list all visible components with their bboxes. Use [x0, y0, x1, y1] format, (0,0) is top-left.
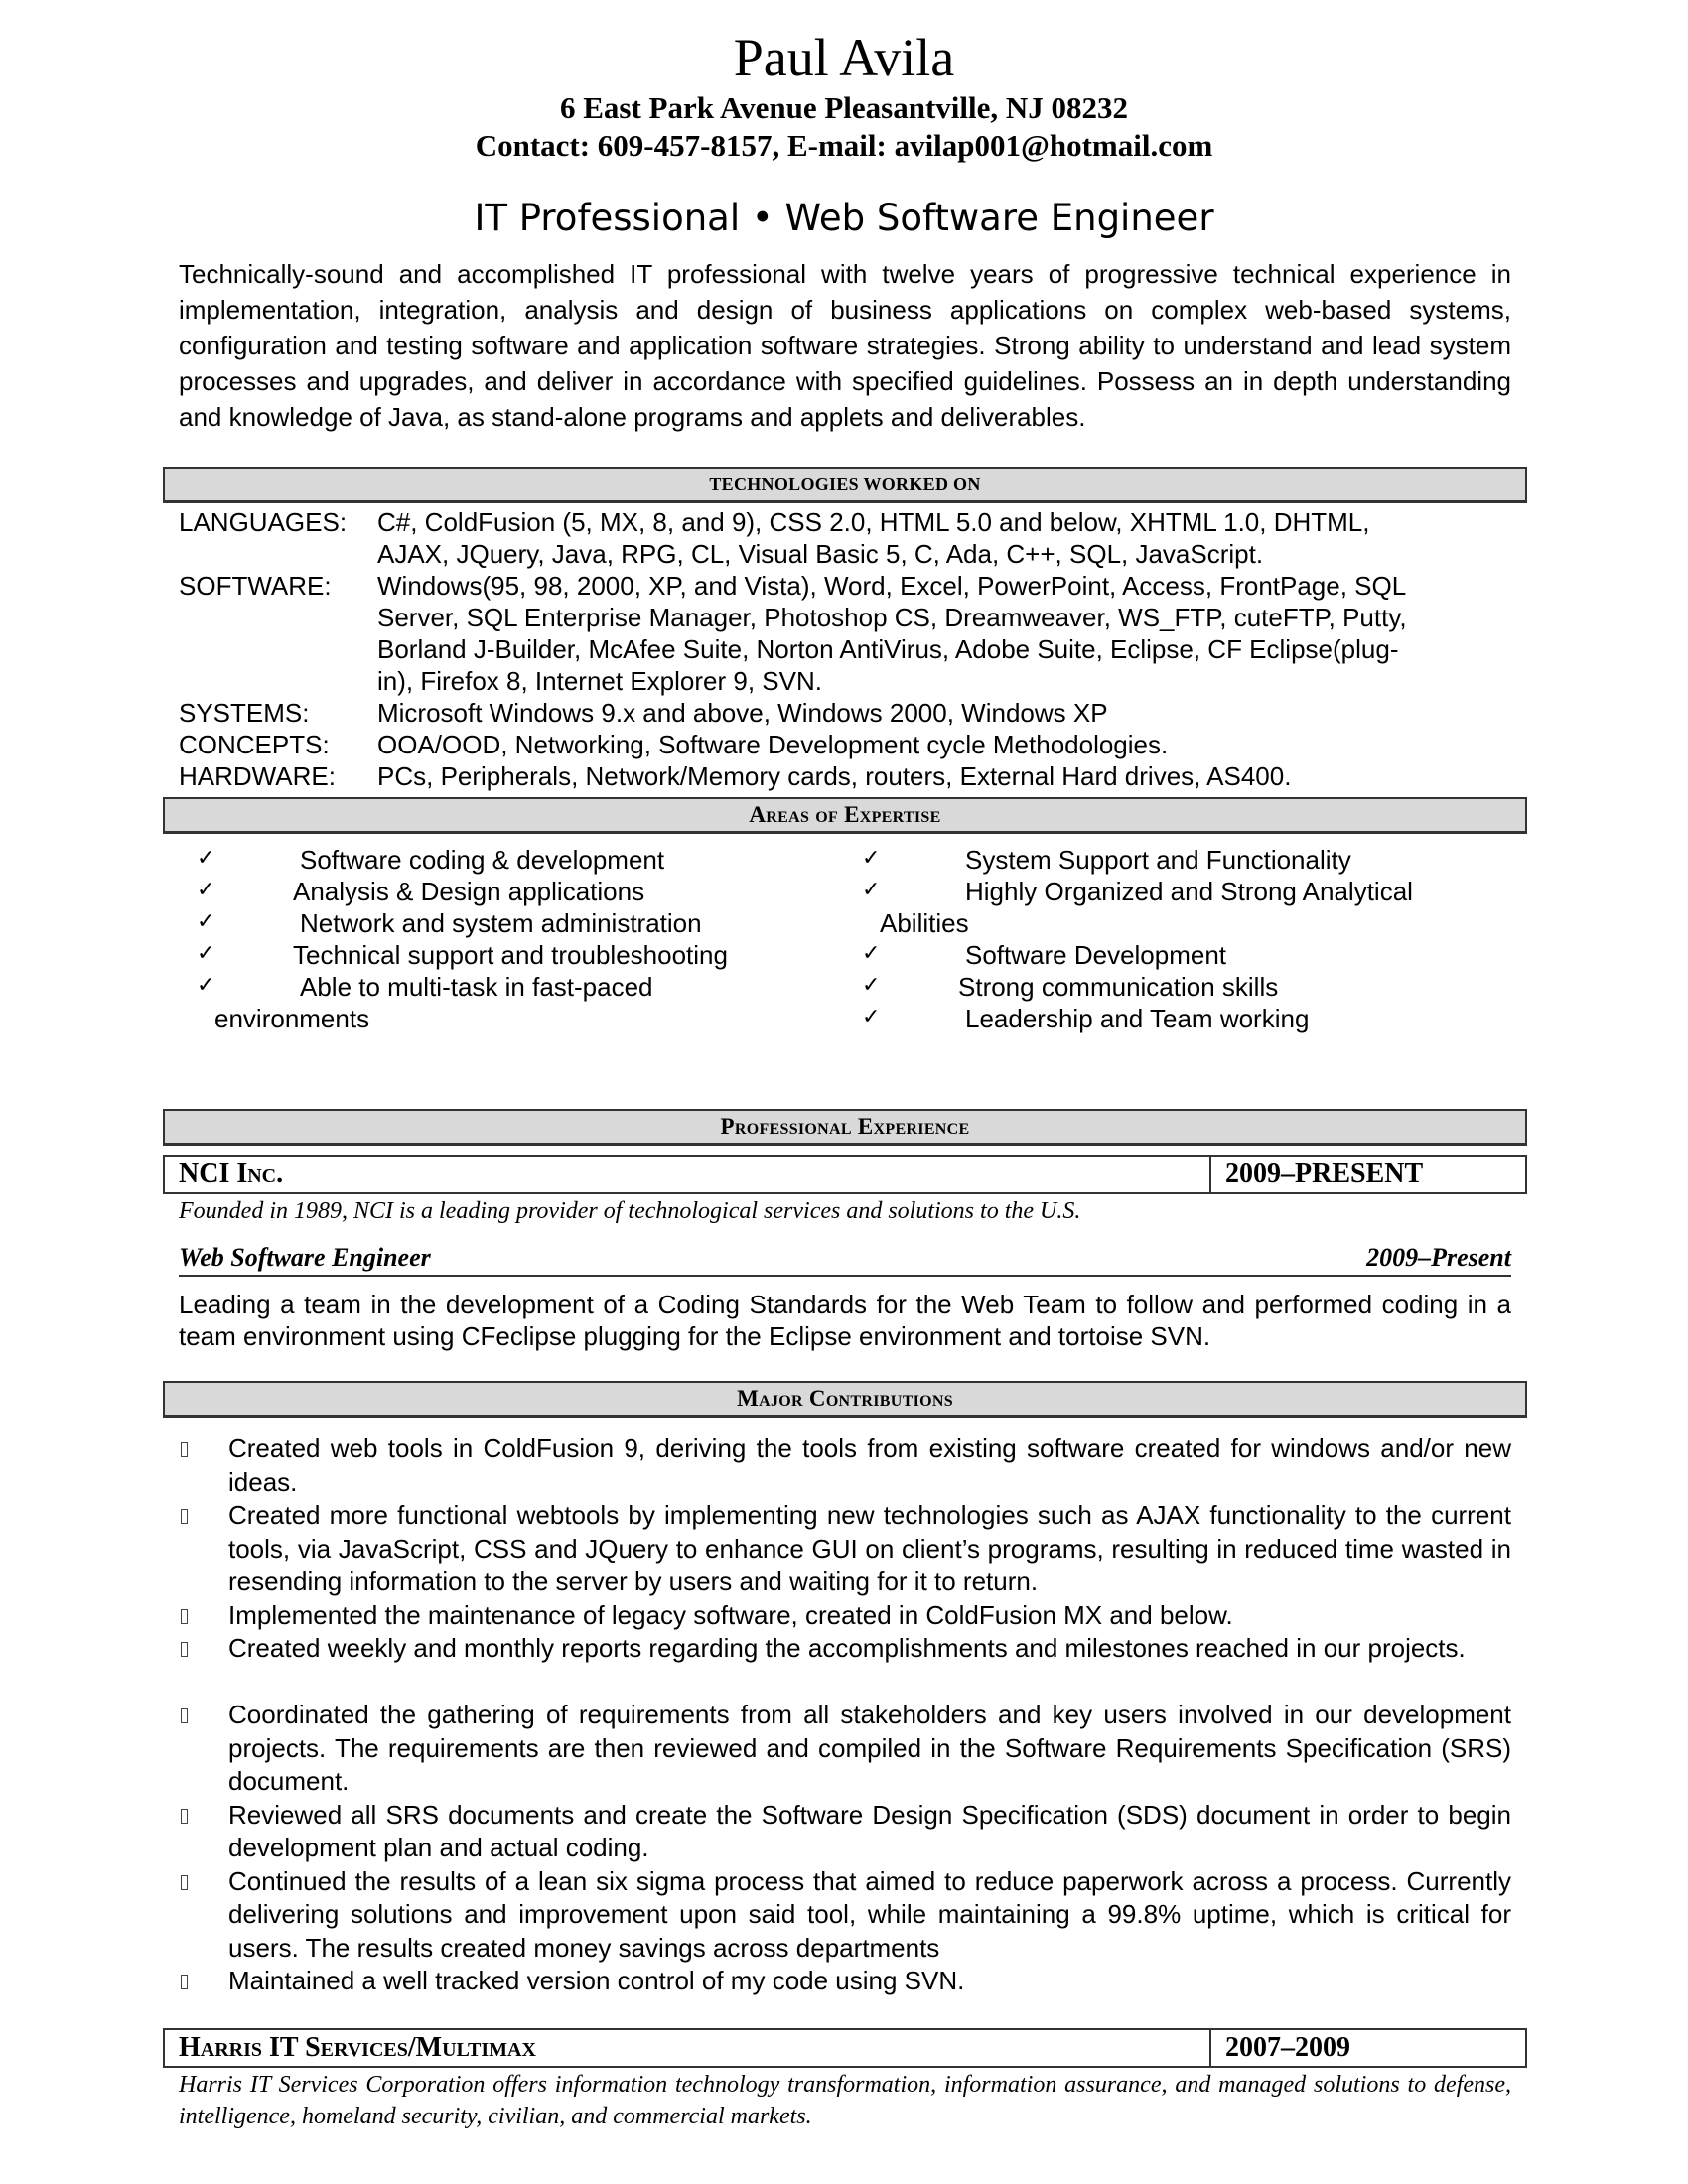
check-icon: ✓: [862, 846, 881, 871]
check-icon: ✓: [862, 878, 881, 902]
expertise-item: Highly Organized and Strong Analytical: [965, 877, 1413, 906]
tech-value-line: Borland J-Builder, McAfee Suite, Norton AntiVirus, Adobe Suite, Eclipse, CF Eclipse(plug-: [377, 634, 1399, 664]
check-icon: ✓: [862, 1005, 881, 1029]
section-title: Professional Experience: [720, 1114, 970, 1139]
check-icon: ✓: [862, 941, 881, 966]
company-name: Harris IT Services/Multimax: [179, 2032, 536, 2063]
tech-value-line: Windows(95, 98, 2000, XP, and Vista), Word, Excel, PowerPoint, Access, FrontPage, SQL: [377, 571, 1407, 601]
tech-value-line: C#, ColdFusion (5, MX, 8, and 9), CSS 2.0, HTML 5.0 and below, XHTML 1.0, DHTML,: [377, 507, 1370, 537]
section-header-technologies: [163, 467, 1527, 503]
expertise-item: Able to multi-task in fast-paced: [300, 972, 653, 1002]
role-row: [179, 1241, 1511, 1277]
professional-title: IT Professional • Web Software Engineer: [474, 197, 1214, 239]
company-row: [163, 2028, 1527, 2068]
expertise-item-continuation: environments: [214, 1004, 370, 1033]
tech-row: [179, 697, 1519, 729]
expertise-item: Network and system administration: [300, 908, 702, 938]
tech-value: [377, 697, 1509, 729]
expertise-item: Strong communication skills: [958, 972, 1279, 1002]
expertise-item: Leadership and Team working: [965, 1004, 1310, 1033]
candidate-name: Paul Avila: [733, 28, 955, 87]
expertise-item-continuation: Abilities: [880, 908, 969, 938]
check-icon: ✓: [862, 973, 881, 998]
section-header-experience: [163, 1109, 1527, 1146]
bullet-icon: [181, 1708, 188, 1723]
bullet-icon: [181, 1442, 188, 1457]
tech-value-line: PCs, Peripherals, Network/Memory cards, routers, External Hard drives, AS400.: [377, 761, 1292, 791]
tech-value-line: Microsoft Windows 9.x and above, Windows 2000, Windows XP: [377, 698, 1108, 728]
check-icon: ✓: [197, 941, 215, 966]
tech-value-line: AJAX, JQuery, Java, RPG, CL, Visual Basic 5, C, Ada, C++, SQL, JavaScript.: [377, 539, 1264, 569]
contribution-text: Created more functional webtools by implementing new technologies such as AJAX functionality to the current tools, via JavaScript, CSS and JQuery to enhance GUI on client’s programs, resulting in reduced time wasted in resending information to the server by users and waiting for it to return.: [228, 1500, 1511, 1596]
expertise-item: Analysis & Design applications: [293, 877, 645, 906]
tech-row: [179, 570, 1519, 697]
section-header-expertise: [163, 797, 1527, 834]
company-name: NCI Inc.: [179, 1159, 284, 1189]
expertise-item: System Support and Functionality: [965, 845, 1351, 875]
contribution-text: Implemented the maintenance of legacy software, created in ColdFusion MX and below.: [228, 1599, 1233, 1630]
tech-row: [179, 506, 1519, 570]
contribution-text: Coordinated the gathering of requirements from all stakeholders and key users involved in our development projects. The requirements are then reviewed and compiled in the Software Requirements Specification (SRS) document.: [228, 1700, 1511, 1796]
role-description: Leading a team in the development of a Coding Standards for the Web Team to follow and performed coding in a team environment using CFeclipse plugging for the Eclipse environment and tortoise SVN.: [179, 1290, 1511, 1351]
contribution-item: [179, 1632, 1511, 1699]
contribution-item: [179, 1799, 1511, 1865]
section-title: TECHNOLOGIES WORKED ON: [709, 475, 981, 494]
section-title: Areas of Expertise: [749, 802, 941, 827]
column-divider: [1209, 1157, 1211, 1192]
contribution-text: Maintained a well tracked version control of my code using SVN.: [228, 1966, 965, 1995]
tech-label: SOFTWARE:: [179, 571, 332, 601]
check-icon: ✓: [197, 909, 215, 934]
company-dates: 2009–PRESENT: [1225, 1159, 1424, 1189]
contribution-item: [179, 1499, 1511, 1599]
contribution-item: [179, 1699, 1511, 1799]
contribution-item: [179, 1865, 1511, 1966]
company-description: Founded in 1989, NCI is a leading provider of technological services and solutions to the U.S.: [179, 1198, 1081, 1224]
contribution-item: [179, 1433, 1511, 1499]
role-dates: 2009–Present: [1366, 1243, 1511, 1272]
tech-value-line: OOA/OOD, Networking, Software Development cycle Methodologies.: [377, 730, 1169, 759]
bullet-icon: [181, 1509, 188, 1524]
role-title: Web Software Engineer: [179, 1243, 431, 1272]
contact-info: Contact: 609-457-8157, E-mail: avilap001@hotmail.com: [475, 128, 1213, 163]
bullet-icon: [181, 1875, 188, 1890]
check-icon: ✓: [197, 973, 215, 998]
address: 6 East Park Avenue Pleasantville, NJ 08232: [559, 90, 1129, 125]
expertise-item: Software coding & development: [300, 845, 665, 875]
summary-paragraph: Technically-sound and accomplished IT professional with twelve years of progressive technical experience in implementation, integration, analysis and design of business applications on complex web-based systems, configuration and testing software and application software strategies. Strong ability to understand and lead system processes and upgrades, and deliver in accordance with specified guidelines. Possess an in depth understanding and knowledge of Java, as stand-alone programs and applets and deliverables.: [179, 259, 1511, 432]
contribution-text: Reviewed all SRS documents and create the Software Design Specification (SDS) document in order to begin development plan and actual coding.: [228, 1799, 1511, 1862]
section-header-contributions: [163, 1381, 1527, 1418]
contribution-text: Continued the results of a lean six sigma process that aimed to reduce paperwork across a process. Currently delivering solutions and improvement upon said tool, while maintaining a 99.8% uptime, which is critical for users. The results created money savings across departments: [228, 1865, 1511, 1963]
contribution-text: Created weekly and monthly reports regarding the accomplishments and milestones reached in our projects.: [228, 1633, 1466, 1663]
tech-value: [377, 760, 1509, 792]
tech-value: [377, 729, 1509, 760]
company-description: Harris IT Services Corporation offers information technology transformation, information assurance, and managed solutions to defense, intelligence, homeland security, civilian, and commercial markets.: [179, 2072, 1511, 2129]
bullet-icon: [181, 1809, 188, 1824]
contribution-item: [179, 1965, 1511, 1998]
column-divider: [1209, 2030, 1211, 2066]
check-icon: ✓: [197, 878, 215, 902]
section-title: Major Contributions: [737, 1386, 953, 1411]
contribution-text: Created web tools in ColdFusion 9, deriving the tools from existing software created for windows and/or new ideas.: [228, 1433, 1511, 1497]
bullet-icon: [181, 1609, 188, 1624]
expertise-item: Technical support and troubleshooting: [293, 940, 728, 970]
tech-value-line: Server, SQL Enterprise Manager, Photoshop CS, Dreamweaver, WS_FTP, cuteFTP, Putty,: [377, 603, 1407, 632]
bullet-icon: [181, 1642, 188, 1657]
tech-value: [377, 506, 1509, 570]
expertise-item: Software Development: [965, 940, 1227, 970]
tech-label: CONCEPTS:: [179, 730, 330, 759]
tech-label: LANGUAGES:: [179, 507, 348, 537]
tech-row: [179, 729, 1519, 760]
tech-label: HARDWARE:: [179, 761, 336, 791]
company-dates: 2007–2009: [1225, 2032, 1350, 2063]
tech-value-line: in), Firefox 8, Internet Explorer 9, SVN.: [377, 666, 822, 696]
tech-value: [377, 570, 1509, 697]
company-row: [163, 1155, 1527, 1194]
tech-label: SYSTEMS:: [179, 698, 310, 728]
bullet-icon: [181, 1975, 188, 1989]
check-icon: ✓: [197, 846, 215, 871]
contribution-item: [179, 1599, 1511, 1633]
tech-row: [179, 760, 1519, 792]
